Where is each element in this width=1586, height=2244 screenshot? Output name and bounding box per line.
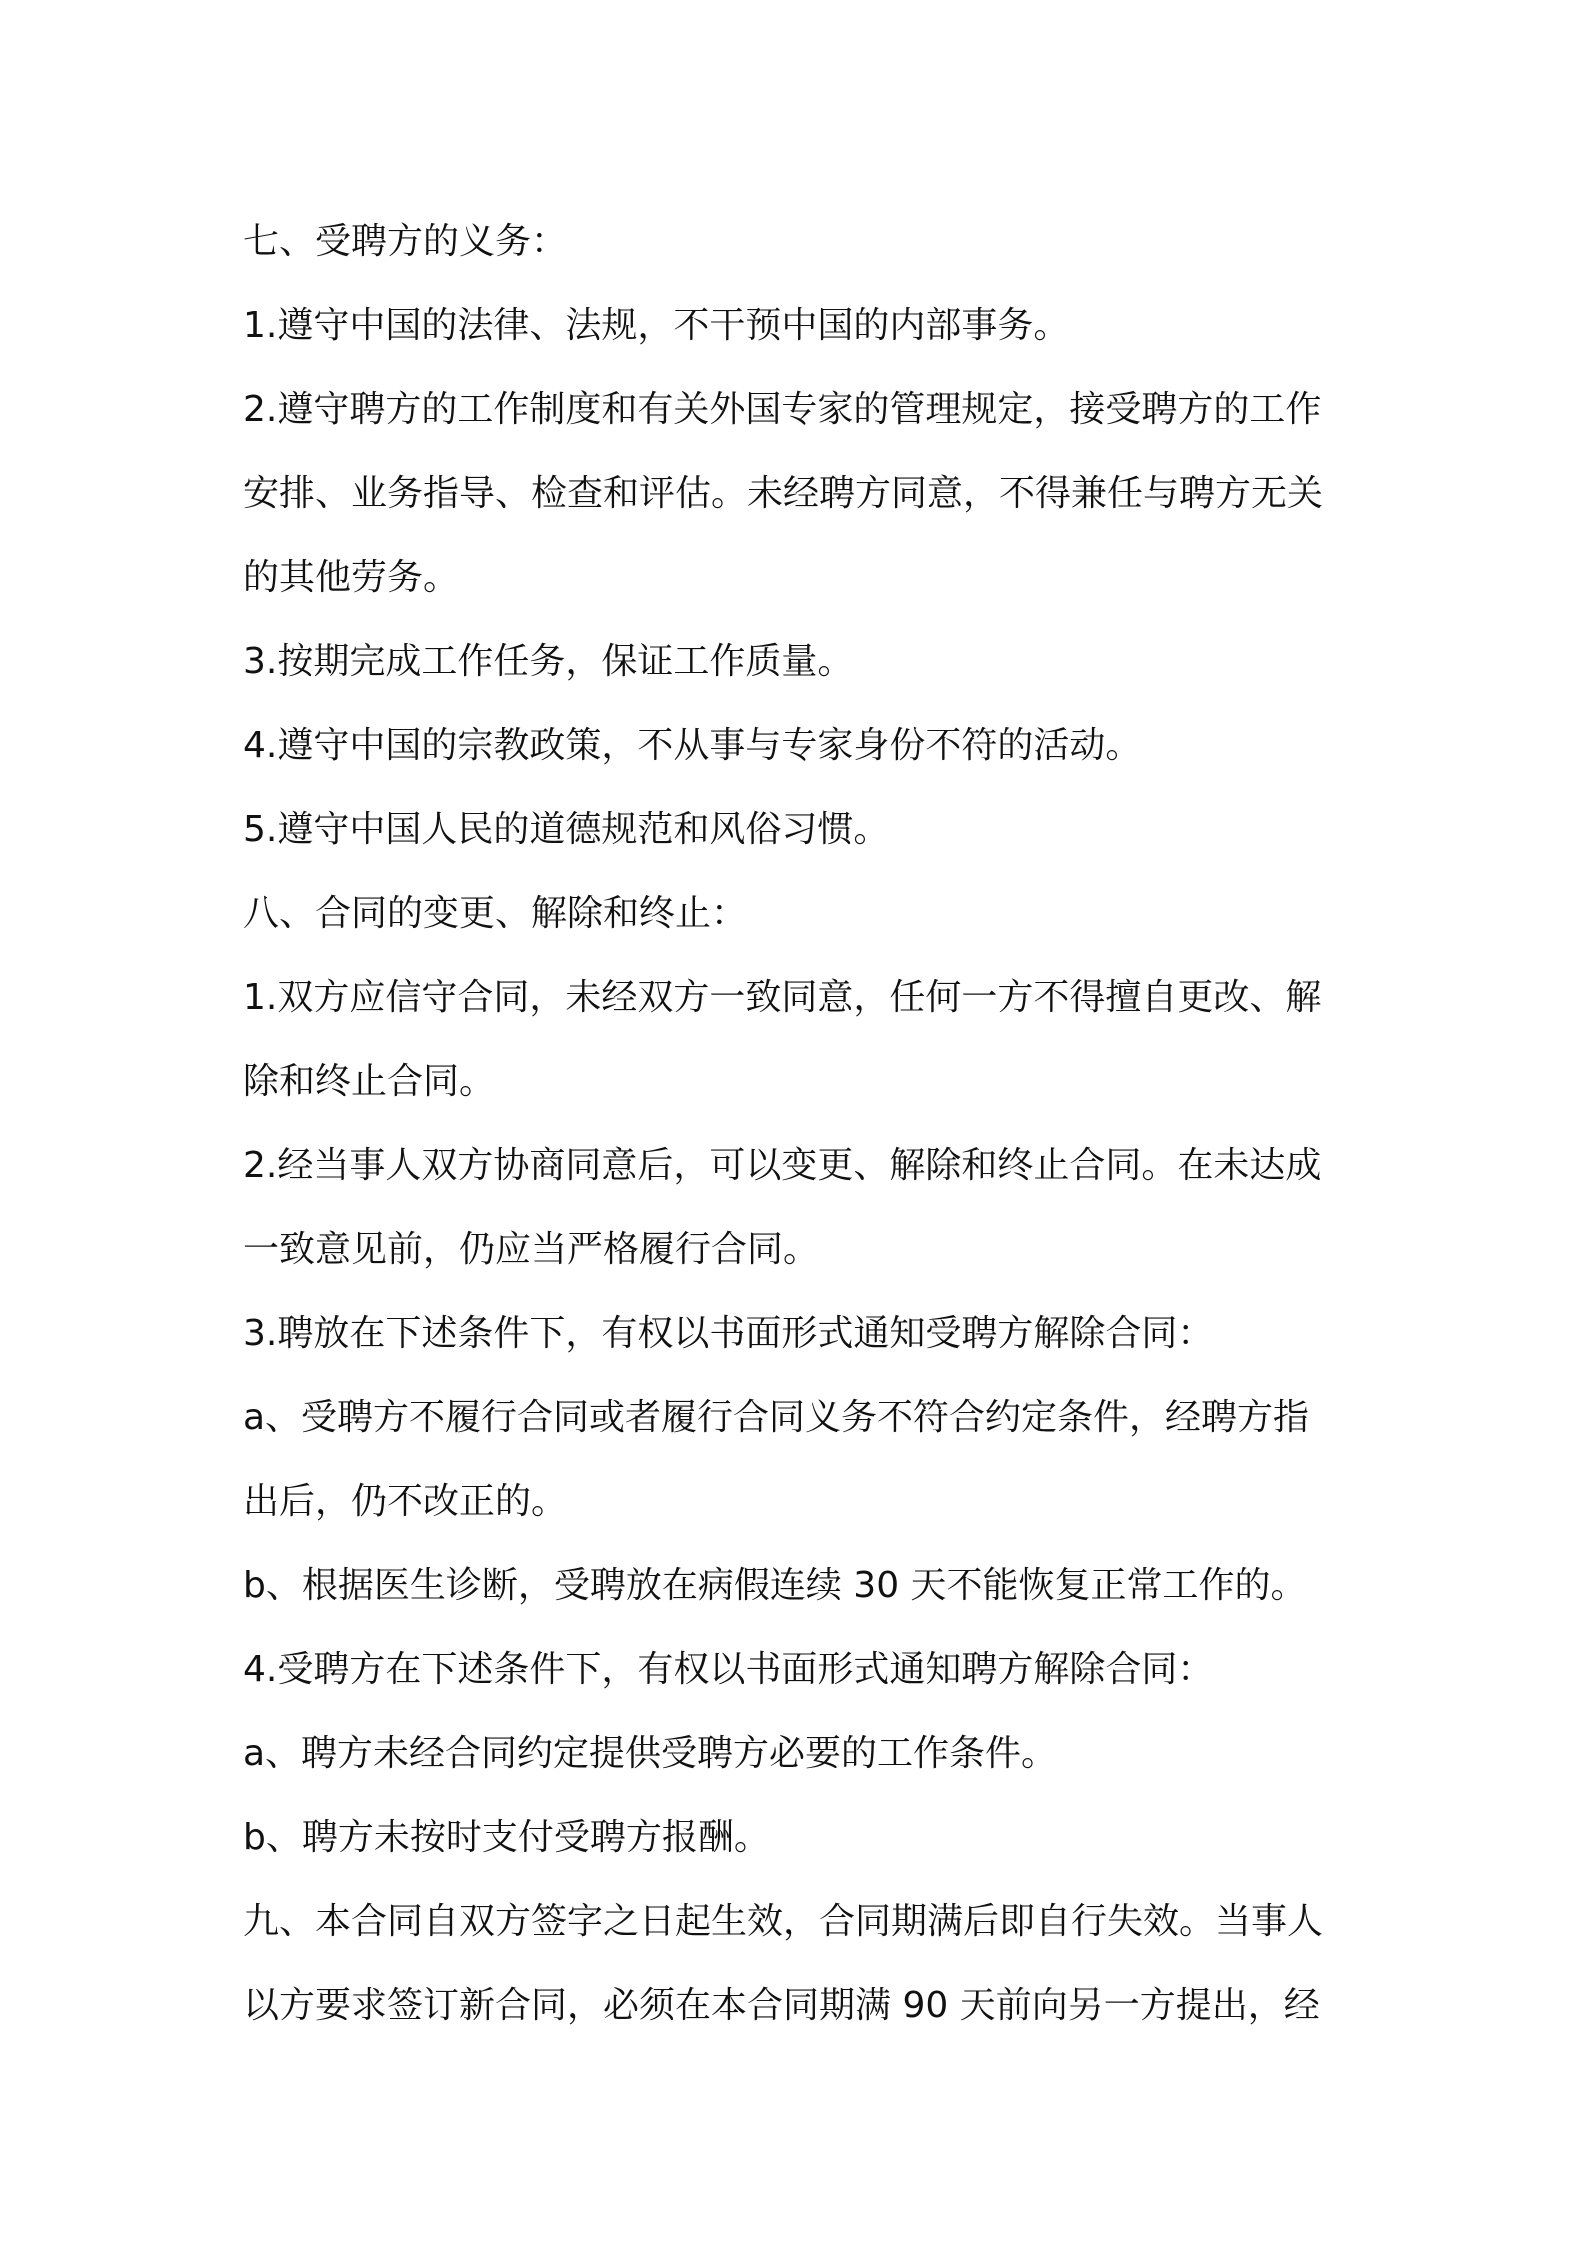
- paragraph-line: 4.受聘方在下述条件下，有权以书面形式通知聘方解除合同：: [243, 1649, 1214, 1690]
- paragraph-line: 4.遵守中国的宗教政策，不从事与专家身份不符的活动。: [243, 725, 1142, 766]
- paragraph-line: 除和终止合同。: [243, 1061, 496, 1102]
- section-heading-9: 九、本合同自双方签字之日起生效，合同期满后即自行失效。当事人: [243, 1901, 1324, 1942]
- paragraph-line: 一致意见前，仍应当严格履行合同。: [243, 1229, 820, 1270]
- section-heading-7: 七、受聘方的义务：: [243, 221, 568, 262]
- section-heading-8: 八、合同的变更、解除和终止：: [243, 893, 748, 934]
- paragraph-line: b、聘方未按时支付受聘方报酬。: [243, 1817, 770, 1858]
- paragraph-line: 1.遵守中国的法律、法规，不干预中国的内部事务。: [243, 305, 1070, 346]
- paragraph-line: 3.按期完成工作任务，保证工作质量。: [243, 641, 854, 682]
- paragraph-line: a、聘方未经合同约定提供受聘方必要的工作条件。: [243, 1733, 1058, 1774]
- paragraph-line: b、根据医生诊断，受聘放在病假连续 30 天不能恢复正常工作的。: [243, 1565, 1307, 1606]
- paragraph-line: 2.遵守聘方的工作制度和有关外国专家的管理规定，接受聘方的工作: [243, 389, 1322, 430]
- paragraph-line: 出后，仍不改正的。: [243, 1481, 568, 1522]
- paragraph-line: 3.聘放在下述条件下，有权以书面形式通知受聘方解除合同：: [243, 1313, 1214, 1354]
- paragraph-line: a、受聘方不履行合同或者履行合同义务不符合约定条件，经聘方指: [243, 1397, 1310, 1438]
- paragraph-line: 1.双方应信守合同，未经双方一致同意，任何一方不得擅自更改、解: [243, 977, 1322, 1018]
- contract-text: [243, 200, 1363, 2048]
- paragraph-line: 5.遵守中国人民的道德规范和风俗习惯。: [243, 809, 890, 850]
- paragraph-line: 的其他劳务。: [243, 557, 460, 598]
- paragraph-line: 以方要求签订新合同，必须在本合同期满 90 天前向另一方提出，经: [243, 1985, 1320, 2026]
- paragraph-line: 2.经当事人双方协商同意后，可以变更、解除和终止合同。在未达成: [243, 1145, 1322, 1186]
- paragraph-line: 安排、业务指导、检查和评估。未经聘方同意，不得兼任与聘方无关: [243, 473, 1324, 514]
